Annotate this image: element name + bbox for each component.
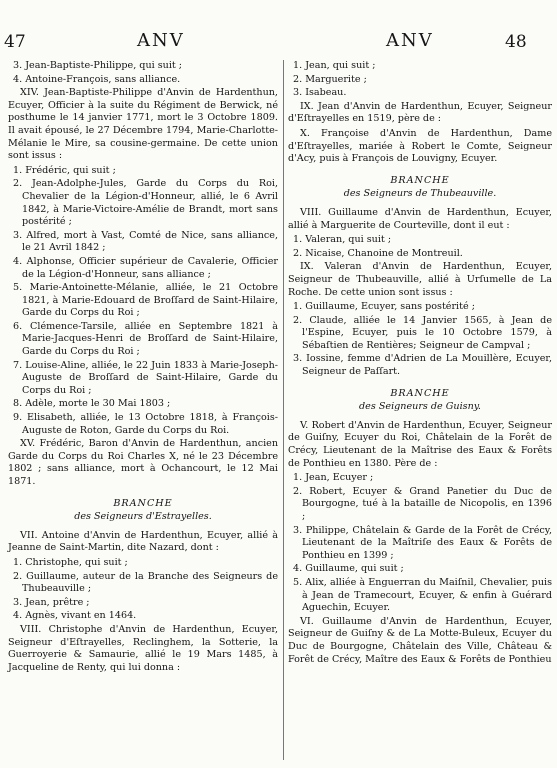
- left-column: [8, 60, 278, 676]
- list-item: 7. Louise-Aline, alliée, le 22 Juin 1833 à Marie-Joseph-Auguste de Broſſard de Saint-Hilaire, Garde du Corps du Roi ;: [13, 359, 278, 396]
- genealogy-paragraph: VII. Antoine d'Anvin de Hardenthun, Ecuyer, allié à Jeanne de Saint-Martin, dite Nazard, dont :: [8, 529, 278, 554]
- genealogy-paragraph: XV. Frédéric, Baron d'Anvin de Hardenthun, ancien Garde du Corps du Roi Charles X, né le 23 Décembre 1802 ; sans alliance, mort à Ochancourt, le 12 Mai 1871.: [8, 438, 278, 487]
- list-item: 4. Guillaume, qui suit ;: [293, 563, 404, 575]
- list-item: 8. Adèle, morte le 30 Mai 1803 ;: [13, 398, 171, 410]
- list-item: 1. Jean, qui suit ;: [293, 60, 376, 71]
- page-number-right: 48: [505, 32, 527, 52]
- list-item: 3. Isabeau.: [293, 87, 347, 99]
- genealogy-paragraph: XIV. Jean-Baptiste-Philippe d'Anvin de Hardenthun, Ecuyer, Officier à la suite du Régiment de Berwick, né posthume le 14 janvier 1771, mort le 3 Octobre 1809. Il avait épousé, le 27 Décembre 1794, Marie-Charlotte-Mélanie le Mire, sa cousine-germaine. De cette union sont issus :: [8, 87, 278, 162]
- list-item: 3. Philippe, Châtelain & Garde de la Forêt de Crécy, Lieutenant de la Maîtriſe des Eaux & Forêts de Ponthieu en 1399 ;: [293, 524, 552, 561]
- list-item: 5. Alix, alliée à Enguerran du Maiſnil, Chevalier, puis à Jean de Tramecourt, Ecuyer, & enfin à Guérard Aguechin, Ecuyer.: [293, 576, 552, 614]
- list-item: 6. Clémence-Tarsile, alliée en Septembre 1821 à Marie-Jacques-Henri de Broſſard de Saint-Hilaire, Garde du Corps du Roi ;: [13, 320, 278, 358]
- list-item: 4. Antoine-François, sans alliance.: [13, 73, 181, 85]
- list-item: 1. Christophe, qui suit ;: [13, 556, 128, 568]
- section-heading: BRANCHE: [390, 387, 450, 399]
- list-item: 2. Guillaume, auteur de la Branche des Seigneurs de Thubeauville ;: [13, 570, 278, 595]
- section-subheading: des Seigneurs de Guisny.: [359, 401, 481, 413]
- running-head-left: ANV: [137, 30, 185, 51]
- list-item: 3. Jean-Baptiste-Philippe, qui suit ;: [13, 60, 183, 71]
- genealogy-paragraph: IX. Jean d'Anvin de Hardenthun, Ecuyer, Seigneur d'Eſtrayelles en 1519, père de :: [288, 100, 552, 125]
- list-item: 1. Guillaume, Ecuyer, sans postérité ;: [293, 301, 475, 313]
- page-number-left: 47: [4, 32, 26, 52]
- genealogy-paragraph: X. Françoise d'Anvin de Hardenthun, Dame d'Eſtrayelles, mariée à Robert le Comte, Seigneur d'Acy, puis à François de Louvigny, Ecuyer.: [288, 127, 552, 165]
- list-item: 2. Claude, alliée le 14 Janvier 1565, à Jean de l'Espine, Ecuyer, puis le 10 Octobre 1579, à Sébaſtien de Rentières; Seigneur de Campval ;: [293, 314, 552, 351]
- list-item: 1. Valeran, qui suit ;: [293, 234, 392, 246]
- list-item: 9. Elisabeth, alliée, le 13 Octobre 1818, à François-Auguste de Roton, Garde du Corps du Roi.: [13, 412, 278, 436]
- section-heading: BRANCHE: [113, 497, 173, 509]
- list-item: 2. Jean-Adolphe-Jules, Garde du Corps du Roi, Chevalier de la Légion-d'Honneur, allié, le 6 Avril 1842, à Marie-Victoire-Amélie de Brandt, mort sans postérité ;: [13, 178, 278, 228]
- genealogy-paragraph: IX. Valeran d'Anvin de Hardenthun, Ecuyer, Seigneur de Thubeauville, allié à Urſumelle de La Roche. De cette union sont issus :: [288, 261, 552, 298]
- genealogy-paragraph: VIII. Guillaume d'Anvin de Hardenthun, Ecuyer, allié à Marguerite de Courteville, dont il eut :: [288, 206, 552, 231]
- list-item: 4. Agnès, vivant en 1464.: [13, 610, 137, 622]
- list-item: 2. Robert, Ecuyer & Grand Panetier du Duc de Bourgogne, tué à la bataille de Nicopolis, en 1396 ;: [293, 485, 552, 522]
- list-item: 4. Alphonse, Officier supérieur de Cavalerie, Officier de la Légion-d'Honneur, sans alliance ;: [13, 255, 278, 280]
- list-item: 2. Nicaise, Chanoine de Montreuil.: [293, 247, 463, 259]
- section-subheading: des Seigneurs de Thubeauville.: [343, 188, 497, 200]
- list-item: 3. Jean, prêtre ;: [13, 596, 90, 608]
- column-divider: [283, 60, 284, 760]
- right-column: [288, 60, 552, 668]
- genealogy-paragraph: VI. Guillaume d'Anvin de Hardenthun, Ecuyer, Seigneur de Guiſny & de La Motte-Buleux, Ecuyer du Duc de Bourgogne, Châtelain des Ville, Château & Forêt de Crécy, Maître des Eaux & Forêts de Ponthieu: [288, 615, 552, 665]
- list-item: 2. Marguerite ;: [293, 73, 367, 85]
- section-heading: BRANCHE: [390, 174, 450, 186]
- section-subheading: des Seigneurs d'Estrayelles.: [74, 511, 212, 523]
- genealogy-paragraph: V. Robert d'Anvin de Hardenthun, Ecuyer, Seigneur de Guiſny, Ecuyer du Roi, Châtelain de la Forêt de Crécy, Lieutenant de la Maîtrise des Eaux & Forêts de Ponthieu en 1380. Père de :: [288, 419, 552, 469]
- list-item: 5. Marie-Antoinette-Mélanie, alliée, le 21 Octobre 1821, à Marie-Edouard de Broſſard de Saint-Hilaire, Garde du Corps du Roi ;: [13, 282, 278, 319]
- genealogy-paragraph: VIII. Christophe d'Anvin de Hardenthun, Ecuyer, Seigneur d'Eſtrayelles, Reclinghem, la Sotterie, la Guerroyerie & Samaurie, allié le 19 Mars 1485, à Jacqueline de Renty, qui lui donna :: [8, 623, 278, 673]
- list-item: 1. Frédéric, qui suit ;: [13, 164, 116, 176]
- list-item: 3. Iossine, femme d'Adrien de La Mouillère, Ecuyer, Seigneur de Paſſart.: [293, 353, 552, 378]
- list-item: 3. Alfred, mort à Vast, Comté de Nice, sans alliance, le 21 Avril 1842 ;: [13, 229, 278, 254]
- running-head-right: ANV: [386, 30, 434, 51]
- list-item: 1. Jean, Ecuyer ;: [293, 472, 374, 484]
